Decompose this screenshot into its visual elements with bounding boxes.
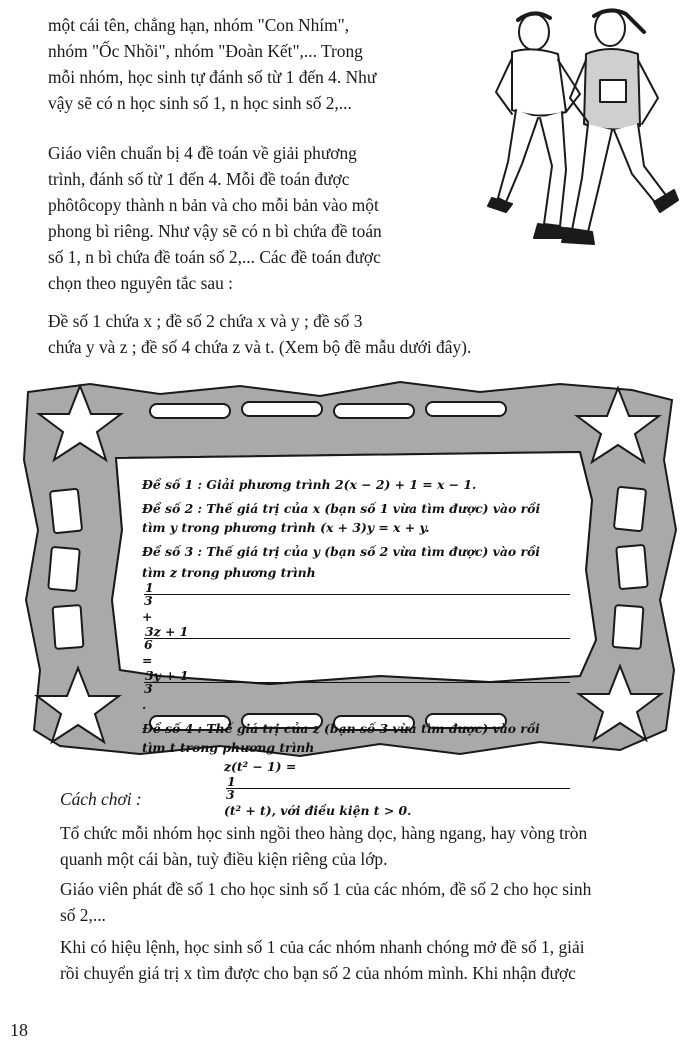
period: .: [142, 697, 147, 712]
principle-line: Đề số 1 chứa x ; đề số 2 chứa x và y ; đề số 3: [48, 311, 363, 331]
intro-line: vậy sẽ có n học sinh số 1, n học sinh số 2,...: [48, 93, 352, 113]
equation-right: (t² + t), với điều kiện t > 0.: [224, 803, 412, 818]
problem-2: [142, 499, 572, 537]
prep-line: phong bì riêng. Như vậy sẽ có n bì chứa đề toán: [48, 221, 382, 241]
principle-line: chứa y và z ; đề số 4 chứa z và t. (Xem bộ đề mẫu dưới đây).: [48, 337, 472, 357]
prep-line: trình, đánh số từ 1 đến 4. Mỗi đề toán được: [48, 169, 350, 189]
rule-line: quanh một cái bàn, tuỳ điều kiện riêng của lớp.: [60, 849, 388, 869]
problem-1-text: Đề số 1 : Giải phương trình 2(x − 2) + 1 = x − 1.: [142, 477, 477, 492]
equals-sign: =: [142, 653, 153, 668]
prep-line: Giáo viên chuẩn bị 4 đề toán về giải phương: [48, 143, 357, 163]
intro-line: nhóm "Ốc Nhồi", nhóm "Đoàn Kết",... Trong: [48, 41, 363, 61]
fraction-1-3b: 1 3: [226, 776, 570, 801]
rule-line: số 2,...: [60, 905, 106, 925]
problem-3: [142, 542, 572, 714]
how-to-play-heading: Cách chơi :: [60, 789, 142, 809]
problem-2-line2: tìm y trong phương trình (x + 3)y = x + y.: [142, 520, 430, 535]
principle-paragraph: [48, 308, 648, 360]
problem-set: [142, 475, 572, 825]
fraction-3y: 3y + 1 3: [144, 670, 570, 695]
problem-2-line1: Đề số 2 : Thế giá trị của x (bạn số 1 vừa tìm được) vào rồi: [142, 501, 541, 516]
fraction-1-3: 1 3: [144, 582, 570, 607]
intro-line: một cái tên, chẳng hạn, nhóm "Con Nhím",: [48, 15, 350, 35]
problem-1: [142, 475, 572, 494]
rule-line: Giáo viên phát đề số 1 cho học sinh số 1 của các nhóm, đề số 2 cho học sinh: [60, 879, 592, 899]
prep-line: chọn theo nguyên tắc sau :: [48, 273, 233, 293]
problem-3-line1: Đề số 3 : Thế giá trị của y (bạn số 2 vừa tìm được) vào rồi: [142, 544, 540, 559]
problem-3-equation: [142, 563, 572, 714]
rule-line: rồi chuyển giá trị x tìm được cho bạn số 2 của nhóm mình. Khi nhận được: [60, 963, 576, 983]
rule-paragraph: [60, 876, 682, 928]
rule-line: Khi có hiệu lệnh, học sinh số 1 của các nhóm nhanh chóng mở đề số 1, giải: [60, 937, 585, 957]
problem-3-prefix: tìm z trong phương trình: [142, 565, 316, 580]
prep-line: phôtôcopy thành n bản và cho mỗi bản vào một: [48, 195, 379, 215]
problem-4-line1: Đề số 4 : Thế giá trị của z (bạn số 3 vừa tìm được) vào rồi: [142, 721, 540, 736]
prep-line: số 1, n bì chứa đề toán số 2,... Các đề toán được: [48, 247, 381, 267]
rule-paragraph: [60, 820, 682, 872]
teacher-prep-paragraph: [48, 140, 473, 296]
rule-line: Tổ chức mỗi nhóm học sinh ngồi theo hàng dọc, hàng ngang, hay vòng tròn: [60, 823, 588, 843]
fraction-3z: 3z + 1 6: [144, 626, 570, 651]
rule-paragraph: [60, 934, 682, 986]
problem-4-line2: tìm t trong phương trình: [142, 740, 315, 755]
plus-sign: +: [142, 609, 153, 624]
intro-line: mỗi nhóm, học sinh tự đánh số từ 1 đến 4. Như: [48, 67, 377, 87]
intro-paragraph: [48, 12, 473, 116]
page-number: 18: [10, 1020, 28, 1040]
runners-illustration: [482, 2, 690, 254]
equation-left: z(t² − 1) =: [224, 759, 297, 774]
